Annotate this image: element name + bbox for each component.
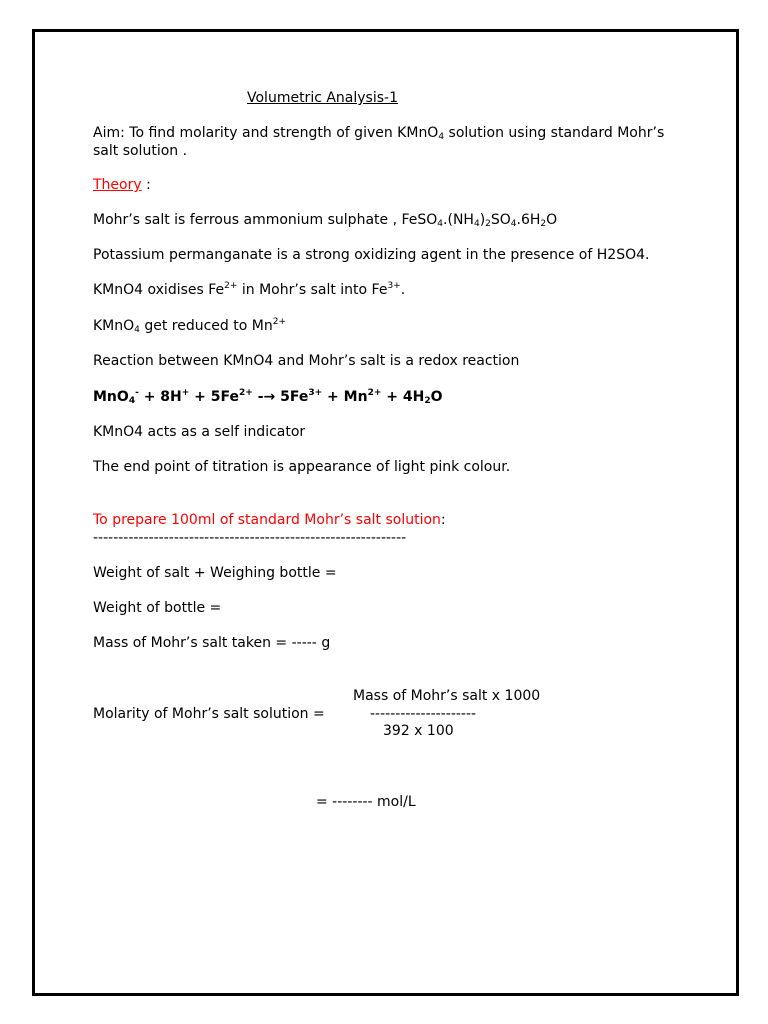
- molarity-result: = -------- mol/L: [316, 794, 416, 810]
- weight-bottle: Weight of bottle =: [93, 600, 222, 616]
- permanganate-statement: Potassium permanganate is a strong oxidizing agent in the presence of H2SO4.: [93, 247, 650, 263]
- theory-heading-text: Theory: [93, 177, 142, 193]
- molarity-label: Molarity of Mohr’s salt solution =: [93, 706, 325, 722]
- reduction-statement: KMnO$_4$ get reduced to $Mn^{2+}$: [93, 317, 286, 335]
- prepare-heading-text: To prepare 100ml of standard Mohr’s salt solution: [93, 512, 441, 528]
- prepare-divider: --------------------------------------------------------------: [93, 530, 407, 546]
- molarity-fraction-bar: ---------------------: [370, 706, 477, 722]
- document-title: Volumetric Analysis-1: [247, 90, 398, 106]
- mohr-salt-formula: Mohr’s salt is ferrous ammonium sulphate , $FeSO_4.(NH_4)_2SO_4.6H_2O$: [93, 212, 558, 229]
- molarity-numerator: Mass of Mohr’s salt x 1000: [353, 688, 541, 704]
- redox-equation: $MnO_4^- + 8H^+ + 5Fe^{2+} -\to 5Fe^{3+} + Mn^{2+} + 4H_2O$: [93, 388, 443, 406]
- self-indicator-statement: KMnO4 acts as a self indicator: [93, 424, 306, 440]
- mass-salt-taken: Mass of Mohr’s salt taken = ----- g: [93, 635, 331, 651]
- aim-line-1: Aim: To find molarity and strength of given KMnO$_4$ solution using standard Mohr’s: [93, 125, 665, 142]
- oxidation-statement: KMnO4 oxidises $Fe^{2+}$ in Mohr’s salt into $Fe^{3+}$.: [93, 281, 406, 298]
- redox-statement: Reaction between KMnO4 and Mohr’s salt is a redox reaction: [93, 353, 520, 369]
- theory-heading: Theory :: [93, 177, 151, 193]
- endpoint-statement: The end point of titration is appearance of light pink colour.: [93, 459, 511, 475]
- aim-line-2: salt solution .: [93, 143, 188, 159]
- arrow-icon: →: [263, 389, 276, 405]
- molarity-denominator: 392 x 100: [383, 723, 454, 739]
- prepare-heading: To prepare 100ml of standard Mohr’s salt solution:: [93, 512, 446, 528]
- weight-salt-bottle: Weight of salt + Weighing bottle =: [93, 565, 337, 581]
